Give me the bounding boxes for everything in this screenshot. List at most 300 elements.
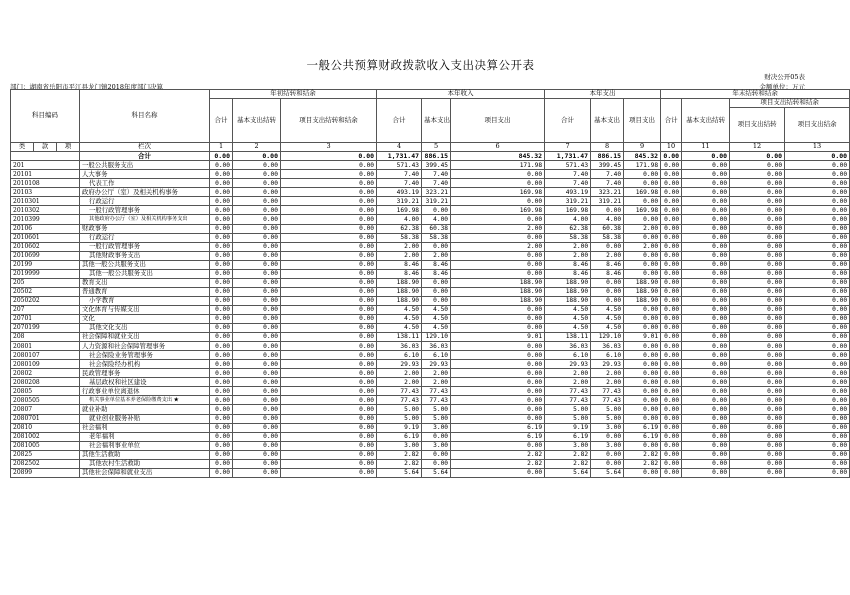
table-row — [11, 441, 850, 450]
table-row — [11, 369, 850, 378]
amount-cell: 0.00 — [624, 305, 661, 314]
amount-cell: 0.00 — [591, 296, 624, 305]
column-label: 栏次 — [80, 143, 210, 152]
amount-cell: 3.00 — [422, 441, 451, 450]
amount-cell: 0.00 — [210, 305, 233, 314]
amount-cell: 0.00 — [210, 170, 233, 179]
amount-cell: 0.00 — [785, 224, 850, 233]
amount-cell: 0.00 — [281, 305, 377, 314]
amount-cell: 5.00 — [422, 405, 451, 414]
amount-cell: 0.00 — [210, 351, 233, 360]
amount-cell: 0.00 — [281, 287, 377, 296]
amount-cell: 0.00 — [785, 351, 850, 360]
amount-cell: 0.00 — [591, 206, 624, 215]
amount-cell: 6.10 — [377, 351, 422, 360]
header-end-basic: 基本支出结转 — [682, 99, 730, 143]
amount-cell: 0.00 — [624, 351, 661, 360]
header-income-proj: 项目支出 — [451, 99, 545, 143]
amount-cell: 4.50 — [422, 324, 451, 333]
subject-code: 2050202 — [11, 296, 80, 305]
amount-cell: 0.00 — [785, 233, 850, 242]
amount-cell: 169.98 — [624, 188, 661, 197]
total-value: 0.00 — [661, 152, 682, 161]
amount-cell: 0.00 — [422, 432, 451, 441]
amount-cell: 0.00 — [210, 360, 233, 369]
amount-cell: 0.00 — [661, 432, 682, 441]
amount-cell: 7.40 — [591, 179, 624, 188]
amount-cell: 0.00 — [661, 188, 682, 197]
amount-cell: 188.90 — [624, 296, 661, 305]
amount-cell: 2.00 — [451, 224, 545, 233]
subject-name: 其他政府办公厅（室）及相关机构事务支出 — [80, 215, 210, 224]
amount-cell: 0.00 — [730, 242, 785, 251]
amount-cell: 8.46 — [591, 260, 624, 269]
amount-cell: 8.46 — [422, 260, 451, 269]
amount-cell: 0.00 — [785, 170, 850, 179]
amount-cell: 0.00 — [451, 314, 545, 323]
amount-cell: 0.00 — [661, 360, 682, 369]
amount-cell: 0.00 — [661, 251, 682, 260]
amount-cell: 0.00 — [730, 378, 785, 387]
amount-cell: 0.00 — [661, 351, 682, 360]
amount-cell: 5.64 — [591, 468, 624, 477]
amount-cell: 77.43 — [591, 387, 624, 396]
amount-cell: 0.00 — [682, 206, 730, 215]
amount-cell: 0.00 — [281, 179, 377, 188]
amount-cell: 60.38 — [422, 224, 451, 233]
amount-cell: 0.00 — [682, 296, 730, 305]
amount-cell: 0.00 — [451, 351, 545, 360]
amount-cell: 0.00 — [210, 468, 233, 477]
table-row — [11, 278, 850, 287]
amount-cell: 0.00 — [233, 242, 281, 251]
amount-cell: 0.00 — [624, 314, 661, 323]
amount-cell: 0.00 — [661, 396, 682, 405]
amount-cell: 0.00 — [730, 188, 785, 197]
header-row-1 — [11, 90, 850, 99]
total-value: 0.00 — [682, 152, 730, 161]
subject-name: 文化 — [80, 314, 210, 323]
table-row — [11, 215, 850, 224]
header-xiang: 项 — [57, 143, 80, 152]
amount-cell: 0.00 — [730, 405, 785, 414]
amount-cell: 0.00 — [682, 441, 730, 450]
amount-cell: 0.00 — [730, 206, 785, 215]
amount-cell: 0.00 — [682, 197, 730, 206]
amount-cell: 4.50 — [377, 314, 422, 323]
amount-cell: 0.00 — [233, 224, 281, 233]
amount-cell: 6.10 — [591, 351, 624, 360]
amount-cell: 2.00 — [422, 378, 451, 387]
amount-cell: 0.00 — [730, 387, 785, 396]
amount-cell: 0.00 — [451, 233, 545, 242]
amount-cell: 6.19 — [545, 432, 591, 441]
amount-cell: 0.00 — [785, 215, 850, 224]
amount-cell: 0.00 — [281, 269, 377, 278]
amount-cell: 2.82 — [451, 450, 545, 459]
amount-cell: 0.00 — [785, 405, 850, 414]
header-code: 科目编码 — [11, 90, 80, 143]
amount-cell: 4.50 — [422, 305, 451, 314]
amount-cell: 0.00 — [233, 378, 281, 387]
subject-code: 20103 — [11, 188, 80, 197]
amount-cell: 493.19 — [545, 188, 591, 197]
amount-cell: 0.00 — [624, 324, 661, 333]
column-number: 7 — [545, 143, 591, 152]
subject-code: 20701 — [11, 314, 80, 323]
table-row — [11, 305, 850, 314]
amount-cell: 0.00 — [682, 215, 730, 224]
amount-cell: 0.00 — [624, 396, 661, 405]
amount-cell: 0.00 — [682, 459, 730, 468]
amount-cell: 0.00 — [233, 459, 281, 468]
subject-name: 小学教育 — [80, 296, 210, 305]
subject-name: 社会保险业务管理事务 — [80, 351, 210, 360]
subject-code: 20805 — [11, 387, 80, 396]
subject-name: 社会福利事业单位 — [80, 441, 210, 450]
amount-cell: 2.00 — [624, 224, 661, 233]
amount-cell: 0.00 — [281, 342, 377, 351]
amount-cell: 0.00 — [281, 396, 377, 405]
amount-cell: 0.00 — [730, 296, 785, 305]
amount-cell: 6.19 — [624, 432, 661, 441]
amount-cell: 0.00 — [281, 333, 377, 342]
header-income-total: 合计 — [377, 99, 422, 143]
amount-cell: 0.00 — [233, 468, 281, 477]
amount-cell: 8.46 — [591, 269, 624, 278]
total-code-cell — [11, 152, 80, 161]
amount-cell: 0.00 — [785, 269, 850, 278]
amount-cell: 0.00 — [281, 233, 377, 242]
table-row — [11, 287, 850, 296]
amount-cell: 0.00 — [233, 305, 281, 314]
amount-cell: 2.00 — [591, 378, 624, 387]
header-end-total: 合计 — [661, 99, 682, 143]
amount-cell: 0.00 — [661, 206, 682, 215]
amount-cell: 6.19 — [451, 423, 545, 432]
amount-cell: 77.43 — [377, 387, 422, 396]
table-row — [11, 170, 850, 179]
amount-cell: 319.21 — [377, 197, 422, 206]
amount-cell: 0.00 — [682, 224, 730, 233]
subject-name: 其他财政事务支出 — [80, 251, 210, 260]
amount-cell: 0.00 — [624, 369, 661, 378]
table-row — [11, 414, 850, 423]
amount-cell: 0.00 — [281, 351, 377, 360]
amount-cell: 188.90 — [624, 278, 661, 287]
amount-cell: 0.00 — [210, 441, 233, 450]
amount-cell: 0.00 — [661, 305, 682, 314]
amount-cell: 0.00 — [451, 378, 545, 387]
form-number: 财决公开05表 — [764, 73, 805, 81]
header-income: 本年收入 — [377, 90, 545, 99]
amount-cell: 138.11 — [377, 333, 422, 342]
subject-name: 一般公共服务支出 — [80, 161, 210, 170]
header-expense-proj: 项目支出 — [624, 99, 661, 143]
amount-cell: 77.43 — [545, 387, 591, 396]
amount-cell: 319.21 — [545, 197, 591, 206]
amount-cell: 0.00 — [210, 459, 233, 468]
amount-cell: 0.00 — [233, 215, 281, 224]
subject-name: 行政运行 — [80, 233, 210, 242]
amount-cell: 0.00 — [785, 468, 850, 477]
amount-cell: 2.00 — [451, 242, 545, 251]
amount-cell: 0.00 — [682, 396, 730, 405]
amount-cell: 0.00 — [785, 423, 850, 432]
amount-cell: 0.00 — [210, 333, 233, 342]
amount-cell: 77.43 — [591, 396, 624, 405]
amount-cell: 0.00 — [281, 450, 377, 459]
amount-cell: 0.00 — [785, 287, 850, 296]
column-number: 9 — [624, 143, 661, 152]
amount-cell: 0.00 — [210, 242, 233, 251]
subject-code: 2010301 — [11, 197, 80, 206]
amount-cell: 0.00 — [624, 170, 661, 179]
amount-cell: 0.00 — [210, 387, 233, 396]
amount-cell: 0.00 — [233, 206, 281, 215]
total-value: 0.00 — [210, 152, 233, 161]
amount-cell: 0.00 — [682, 278, 730, 287]
amount-cell: 0.00 — [233, 197, 281, 206]
amount-cell: 4.00 — [591, 215, 624, 224]
amount-cell: 0.00 — [233, 369, 281, 378]
amount-cell: 0.00 — [451, 369, 545, 378]
amount-cell: 0.00 — [661, 269, 682, 278]
amount-cell: 0.00 — [281, 378, 377, 387]
subject-name: 社会保险经办机构 — [80, 360, 210, 369]
amount-cell: 0.00 — [785, 179, 850, 188]
amount-cell: 0.00 — [730, 369, 785, 378]
amount-cell: 0.00 — [785, 278, 850, 287]
column-number: 11 — [682, 143, 730, 152]
amount-cell: 188.90 — [545, 287, 591, 296]
amount-cell: 0.00 — [730, 342, 785, 351]
table-row — [11, 459, 850, 468]
amount-cell: 0.00 — [682, 351, 730, 360]
amount-cell: 0.00 — [785, 387, 850, 396]
amount-cell: 8.46 — [377, 269, 422, 278]
amount-cell: 323.21 — [591, 188, 624, 197]
header-end-proj-carry: 项目支出结转 — [730, 108, 785, 143]
amount-cell: 0.00 — [210, 206, 233, 215]
amount-cell: 2.00 — [591, 369, 624, 378]
amount-cell: 5.64 — [377, 468, 422, 477]
table-row — [11, 233, 850, 242]
amount-cell: 0.00 — [281, 197, 377, 206]
subject-name: 教育支出 — [80, 278, 210, 287]
amount-cell: 9.01 — [451, 333, 545, 342]
subject-name: 一般行政管理事务 — [80, 206, 210, 215]
amount-cell: 0.00 — [730, 179, 785, 188]
amount-cell: 0.00 — [661, 197, 682, 206]
amount-cell: 0.00 — [624, 414, 661, 423]
subject-code: 2010302 — [11, 206, 80, 215]
amount-cell: 571.43 — [545, 161, 591, 170]
amount-cell: 0.00 — [682, 423, 730, 432]
amount-cell: 2.00 — [624, 242, 661, 251]
amount-cell: 0.00 — [210, 188, 233, 197]
amount-cell: 0.00 — [661, 414, 682, 423]
column-number: 8 — [591, 143, 624, 152]
amount-cell: 169.98 — [451, 188, 545, 197]
amount-cell: 0.00 — [281, 188, 377, 197]
table-row — [11, 206, 850, 215]
amount-cell: 0.00 — [730, 224, 785, 233]
amount-cell: 0.00 — [281, 251, 377, 260]
amount-cell: 0.00 — [730, 251, 785, 260]
amount-cell: 2.00 — [377, 369, 422, 378]
amount-cell: 0.00 — [422, 287, 451, 296]
amount-cell: 0.00 — [233, 161, 281, 170]
amount-cell: 0.00 — [785, 324, 850, 333]
header-name: 科目名称 — [80, 90, 210, 143]
subject-name: 社会福利 — [80, 423, 210, 432]
header-end-proj-surplus: 项目支出结余 — [785, 108, 850, 143]
amount-cell: 58.38 — [422, 233, 451, 242]
header-begin-total: 合计 — [210, 99, 233, 143]
amount-cell: 0.00 — [233, 333, 281, 342]
amount-cell: 0.00 — [661, 423, 682, 432]
amount-cell: 5.00 — [377, 405, 422, 414]
table-row — [11, 396, 850, 405]
subject-name: 一般行政管理事务 — [80, 242, 210, 251]
total-value: 1,731.47 — [545, 152, 591, 161]
amount-cell: 0.00 — [682, 405, 730, 414]
amount-cell: 0.00 — [624, 342, 661, 351]
amount-cell: 2.00 — [545, 251, 591, 260]
amount-cell: 0.00 — [730, 233, 785, 242]
amount-cell: 0.00 — [661, 287, 682, 296]
amount-cell: 0.00 — [730, 215, 785, 224]
subject-code: 20825 — [11, 450, 80, 459]
column-number: 10 — [661, 143, 682, 152]
subject-name: 其他文化支出 — [80, 324, 210, 333]
amount-cell: 0.00 — [451, 342, 545, 351]
subject-name: 人大事务 — [80, 170, 210, 179]
amount-cell: 0.00 — [210, 450, 233, 459]
amount-cell: 0.00 — [682, 369, 730, 378]
subject-code: 20810 — [11, 423, 80, 432]
amount-cell: 0.00 — [682, 314, 730, 323]
amount-cell: 4.50 — [377, 324, 422, 333]
department-label: 部门：湖南省岳阳市平江县龙门镇2018年度部门决算 — [10, 83, 164, 91]
amount-cell: 0.00 — [682, 360, 730, 369]
amount-cell: 0.00 — [233, 188, 281, 197]
amount-cell: 4.50 — [591, 305, 624, 314]
amount-cell: 0.00 — [682, 342, 730, 351]
amount-cell: 0.00 — [210, 251, 233, 260]
amount-cell: 0.00 — [661, 378, 682, 387]
amount-cell: 0.00 — [233, 233, 281, 242]
amount-cell: 0.00 — [451, 269, 545, 278]
amount-cell: 0.00 — [785, 314, 850, 323]
amount-cell: 0.00 — [210, 405, 233, 414]
amount-cell: 0.00 — [661, 242, 682, 251]
amount-cell: 9.19 — [377, 423, 422, 432]
amount-cell: 0.00 — [730, 432, 785, 441]
amount-cell: 0.00 — [451, 324, 545, 333]
header-expense-basic: 基本支出 — [591, 99, 624, 143]
amount-cell: 188.90 — [624, 287, 661, 296]
table-row — [11, 242, 850, 251]
amount-cell: 0.00 — [730, 450, 785, 459]
amount-cell: 0.00 — [210, 414, 233, 423]
budget-table — [10, 89, 850, 478]
table-row — [11, 342, 850, 351]
amount-cell: 77.43 — [422, 387, 451, 396]
amount-cell: 0.00 — [233, 342, 281, 351]
amount-cell: 323.21 — [422, 188, 451, 197]
subject-name: 人力资源和社会保障管理事务 — [80, 342, 210, 351]
amount-cell: 188.90 — [545, 296, 591, 305]
amount-cell: 188.90 — [377, 278, 422, 287]
amount-cell: 0.00 — [233, 396, 281, 405]
table-row — [11, 450, 850, 459]
amount-cell: 36.03 — [422, 342, 451, 351]
total-value: 886.15 — [422, 152, 451, 161]
total-value: 0.00 — [281, 152, 377, 161]
amount-cell: 0.00 — [730, 414, 785, 423]
column-number: 4 — [377, 143, 422, 152]
amount-cell: 0.00 — [661, 170, 682, 179]
subject-name: 政府办公厅（室）及相关机构事务 — [80, 188, 210, 197]
amount-cell: 171.98 — [451, 161, 545, 170]
amount-cell: 8.46 — [545, 260, 591, 269]
amount-cell: 0.00 — [682, 468, 730, 477]
subject-code: 2019999 — [11, 269, 80, 278]
amount-cell: 62.38 — [377, 224, 422, 233]
table-row — [11, 432, 850, 441]
amount-cell: 0.00 — [682, 450, 730, 459]
amount-cell: 58.38 — [591, 233, 624, 242]
amount-cell: 0.00 — [233, 423, 281, 432]
amount-cell: 0.00 — [785, 369, 850, 378]
subject-code: 2080208 — [11, 378, 80, 387]
amount-cell: 0.00 — [422, 296, 451, 305]
amount-cell: 0.00 — [591, 432, 624, 441]
table-row — [11, 333, 850, 342]
amount-cell: 0.00 — [785, 206, 850, 215]
subject-name: 其他一般公共服务支出 — [80, 269, 210, 278]
amount-cell: 0.00 — [281, 206, 377, 215]
amount-cell: 0.00 — [233, 450, 281, 459]
amount-cell: 0.00 — [591, 450, 624, 459]
amount-cell: 77.43 — [422, 396, 451, 405]
amount-cell: 129.10 — [591, 333, 624, 342]
amount-cell: 0.00 — [281, 215, 377, 224]
amount-cell: 0.00 — [233, 360, 281, 369]
total-value: 845.32 — [624, 152, 661, 161]
amount-cell: 0.00 — [210, 342, 233, 351]
amount-cell: 0.00 — [233, 441, 281, 450]
amount-cell: 0.00 — [785, 260, 850, 269]
amount-cell: 4.00 — [545, 215, 591, 224]
amount-cell: 0.00 — [661, 314, 682, 323]
amount-cell: 0.00 — [591, 287, 624, 296]
amount-cell: 0.00 — [422, 278, 451, 287]
amount-cell: 2.00 — [377, 251, 422, 260]
subject-code: 208 — [11, 333, 80, 342]
amount-cell: 2.00 — [591, 251, 624, 260]
table-row — [11, 161, 850, 170]
column-number: 13 — [785, 143, 850, 152]
amount-cell: 0.00 — [210, 215, 233, 224]
amount-cell: 58.38 — [377, 233, 422, 242]
amount-cell: 0.00 — [210, 224, 233, 233]
amount-cell: 0.00 — [210, 179, 233, 188]
amount-cell: 0.00 — [785, 459, 850, 468]
amount-cell: 0.00 — [451, 387, 545, 396]
